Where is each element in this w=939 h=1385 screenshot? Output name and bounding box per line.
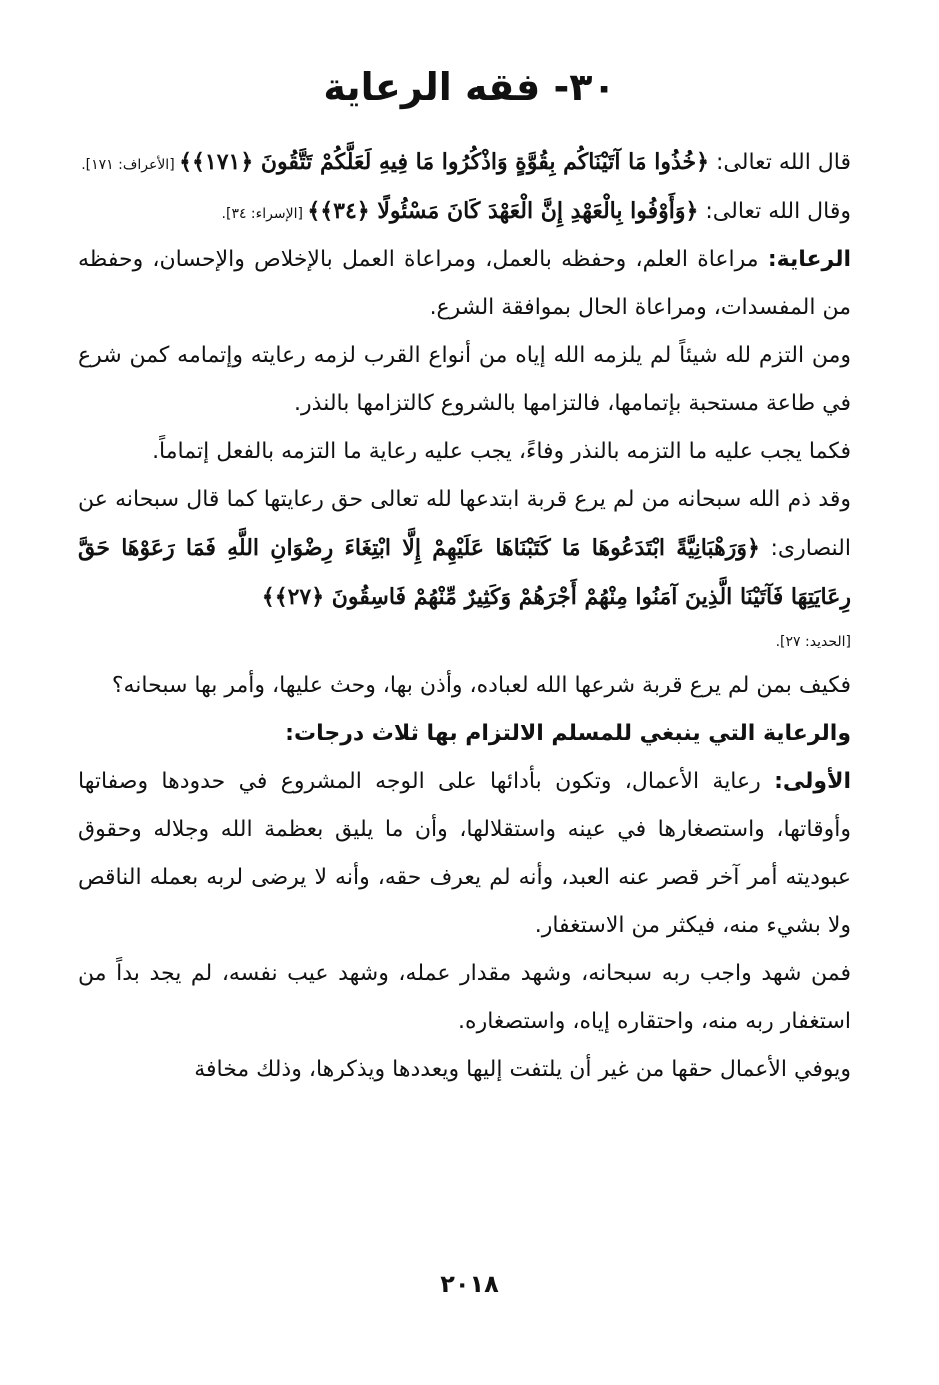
verse-reference: [الأعراف: ١٧١]. — [81, 157, 180, 173]
definition-text: مراعاة العلم، وحفظه بالعمل، ومراعاة العمل بالإخلاص والإحسان، وحفظه من المفسدات، ومراعاة الحال بموافقة الشرع. — [78, 247, 851, 320]
verse-intro: قال الله تعالى: — [709, 150, 851, 175]
page-body — [78, 138, 851, 1094]
hadid-reference — [78, 622, 851, 662]
definition-term: الرعاية: — [767, 247, 851, 272]
first-degree-paragraph — [78, 758, 851, 950]
first-degree-text: رعاية الأعمال، وتكون بأدائها على الوجه المشروع في حدودها وصفاتها وأوقاتها، واستصغارها في عينه واستقلالها، وأن ما يليق بعظمة الله وجلاله وحقوق عبوديته أمر آخر قصر عنه العبد، وأنه لم يعرف حقه، وأنه لا يرضى لربه بعمله الناقص ولا بشيء منه، فيكثر من الاستغفار. — [78, 769, 851, 938]
blame-paragraph — [78, 476, 851, 622]
quran-verse: ﴿وَرَهْبَانِيَّةً ابْتَدَعُوهَا مَا كَتَبْنَاهَا عَلَيْهِمْ إِلَّا ابْتِغَاءَ رِضْوَانِ اللَّهِ فَمَا رَعَوْهَا حَقَّ رِعَايَتِهَا فَآتَيْنَا الَّذِينَ آمَنُوا مِنْهُمْ أَجْرَهُمْ وَكَثِيرٌ مِّنْهُمْ فَاسِقُونَ ﴿٢٧﴾﴾ — [78, 535, 851, 610]
verse-reference: [الحديد: ٢٧]. — [775, 634, 851, 650]
first-degree-term: الأولى: — [774, 769, 851, 794]
verse-paragraph-isra — [78, 187, 851, 236]
quran-verse: ﴿وَأَوْفُوا بِالْعَهْدِ إِنَّ الْعَهْدَ كَانَ مَسْئُولًا ﴿٣٤﴾﴾ — [307, 198, 699, 224]
blame-text: وقد ذم الله سبحانه من لم يرع قربة ابتدعها لله تعالى حق رعايتها كما قال سبحانه عن النصارى: — [78, 487, 851, 561]
quran-verse: ﴿خُذُوا مَا آتَيْنَاكُم بِقُوَّةٍ وَاذْكُرُوا مَا فِيهِ لَعَلَّكُمْ تَتَّقُونَ ﴿١٧١﴾﴾ — [179, 149, 710, 175]
verse-intro: وقال الله تعالى: — [698, 199, 851, 224]
page-title: ٣٠- فقه الرعاية — [323, 65, 616, 109]
commitment-paragraph: ومن التزم لله شيئاً لم يلزمه الله إياه من أنواع القرب لزمه رعايته وإتمامه كمن شرع في طاعة مستحبة بإتمامها، فالتزامها بالشروع كالتزامها بالنذر. — [78, 343, 851, 416]
fulfil-paragraph: ويوفي الأعمال حقها من غير أن يلتفت إليها ويعددها ويذكرها، وذلك مخافة — [194, 1057, 851, 1082]
verse-paragraph-araf — [78, 138, 851, 187]
degrees-heading: والرعاية التي ينبغي للمسلم الالتزام بها ثلاث درجات: — [285, 721, 851, 746]
definition-paragraph — [78, 236, 851, 332]
question-paragraph: فكيف بمن لم يرع قربة شرعها الله لعباده، وأذن بها، وحث عليها، وأمر بها سبحانه؟ — [111, 673, 851, 698]
vow-paragraph: فكما يجب عليه ما التزمه بالنذر وفاءً، يجب عليه رعاية ما التزمه بالفعل إتماماً. — [152, 439, 851, 464]
page-number: ٢٠١٨ — [440, 1270, 499, 1298]
verse-reference: [الإسراء: ٣٤]. — [221, 206, 308, 222]
witness-paragraph: فمن شهد واجب ربه سبحانه، وشهد مقدار عمله، وشهد عيب نفسه، لم يجد بداً من استغفار ربه منه، واحتقاره إياه، واستصغاره. — [78, 961, 851, 1034]
